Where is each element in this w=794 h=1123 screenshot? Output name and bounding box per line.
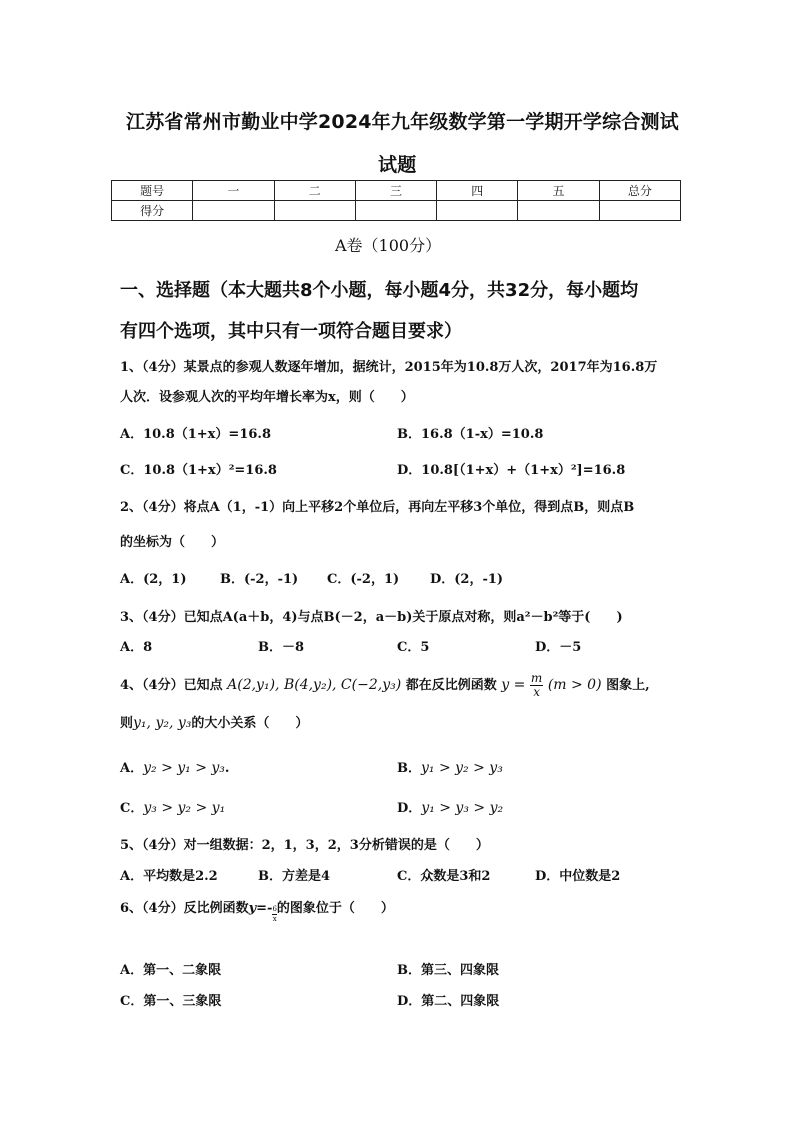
q4-function-fraction bbox=[530, 672, 543, 699]
score-table bbox=[111, 180, 681, 221]
question-4-line1 bbox=[120, 668, 650, 702]
score-input-cell[interactable] bbox=[599, 201, 680, 221]
score-header-cell: 五 bbox=[518, 181, 599, 201]
q4-func-y: y = bbox=[501, 677, 526, 693]
score-input-cell[interactable] bbox=[274, 201, 355, 221]
volume-title: A卷（100分） bbox=[335, 236, 442, 255]
question-5-line1: 5、（4分）对一组数据：2，1，3，2，3分析错误的是（ ） bbox=[120, 838, 489, 853]
score-header-cell: 四 bbox=[437, 181, 518, 201]
q2-option-d: D．(2，-1) bbox=[430, 572, 504, 587]
q6-frac-denominator: x bbox=[272, 915, 277, 923]
page-title-line2: 试题 bbox=[378, 154, 417, 176]
q4-option-a-expr: y₂ > y₁ > y₃ bbox=[143, 760, 225, 776]
score-header-cell: 题号 bbox=[112, 181, 193, 201]
q4-option-b-label: B． bbox=[397, 761, 421, 776]
q4-option-a-label: A． bbox=[120, 761, 144, 776]
q4-option-c-expr: y₃ > y₂ > y₁ bbox=[143, 800, 226, 816]
q5-option-d: D．中位数是2 bbox=[535, 869, 621, 884]
q4-option-c-label: C． bbox=[120, 801, 144, 816]
question-4-line2 bbox=[120, 712, 308, 731]
q4-suffix: 图象上, bbox=[606, 678, 650, 693]
q1-option-c: C．10.8（1+x）²=16.8 bbox=[120, 463, 277, 478]
q4-frac-denominator: x bbox=[533, 685, 540, 699]
q3-option-c: C．5 bbox=[397, 640, 430, 655]
q4-mid-text: 都在反比例函数 bbox=[405, 678, 497, 693]
q6-suffix: 的图象位于（ ） bbox=[276, 901, 394, 916]
q6-frac-numerator: 6 bbox=[272, 905, 277, 913]
question-2-line1: 2、（4分）将点A（1，-1）向上平移2个单位后，再向左平移3个单位，得到点B，则点B bbox=[120, 500, 635, 515]
q1-option-a: A．10.8（1+x）=16.8 bbox=[120, 427, 271, 442]
q4-option-d-expr: y₁ > y₃ > y₂ bbox=[421, 800, 504, 816]
question-1-line2: 人次．设参观人次的平均年增长率为x，则（ ） bbox=[120, 390, 414, 405]
score-table-score-row bbox=[112, 201, 681, 221]
q4-points-expr: A(2,y₁), B(4,y₂), C(−2,y₃) bbox=[227, 677, 402, 693]
q4-line2-prefix: 则 bbox=[120, 716, 134, 731]
score-input-cell[interactable] bbox=[355, 201, 436, 221]
q1-option-d: D．10.8[（1+x）+（1+x）²]=16.8 bbox=[397, 463, 626, 478]
q3-option-b: B．－8 bbox=[258, 640, 305, 655]
q6-prefix: 6、（4分）反比例函数 bbox=[120, 901, 249, 916]
q5-option-b: B．方差是4 bbox=[258, 869, 331, 884]
q4-option-b-expr: y₁ > y₂ > y₃ bbox=[421, 760, 503, 776]
question-2-line2: 的坐标为（ ） bbox=[120, 535, 225, 550]
q5-option-a: A．平均数是2.2 bbox=[120, 869, 218, 884]
score-header-cell: 三 bbox=[355, 181, 436, 201]
score-input-cell[interactable] bbox=[193, 201, 274, 221]
q4-option-a-tail: . bbox=[224, 761, 230, 776]
q2-option-a: A．(2，1) bbox=[120, 572, 187, 587]
score-row-label: 得分 bbox=[112, 201, 193, 221]
q6-option-b: B．第三、四象限 bbox=[397, 963, 499, 978]
q6-option-d: D．第二、四象限 bbox=[397, 994, 500, 1009]
score-input-cell[interactable] bbox=[518, 201, 599, 221]
q4-option-d-label: D． bbox=[397, 801, 422, 816]
score-header-cell: 一 bbox=[193, 181, 274, 201]
section-heading-line1: 一、选择题（本大题共8个小题，每小题4分，共32分，每小题均 bbox=[120, 280, 639, 301]
question-6-line1 bbox=[120, 897, 394, 924]
q4-line2-suffix: 的大小关系（ ） bbox=[191, 716, 309, 731]
q2-option-b: B．(-2，-1) bbox=[220, 572, 299, 587]
q4-prefix: 4、（4分）已知点 bbox=[120, 678, 223, 693]
q6-option-a: A．第一、二象限 bbox=[120, 963, 222, 978]
q1-option-b: B．16.8（1-x）=10.8 bbox=[397, 427, 544, 442]
q4-condition: (m > 0) bbox=[547, 677, 602, 693]
q6-func: y=- bbox=[248, 901, 273, 916]
q4-option-d bbox=[397, 797, 503, 816]
q6-option-c: C．第一、三象限 bbox=[120, 994, 222, 1009]
question-3-line1: 3、（4分）已知点A(a＋b，4)与点B(－2，a－b)关于原点对称，则a²－b²等于( ) bbox=[120, 610, 623, 625]
q5-option-c: C．众数是3和2 bbox=[397, 869, 491, 884]
q3-option-a: A．8 bbox=[120, 640, 153, 655]
score-header-cell: 二 bbox=[274, 181, 355, 201]
page-title-line1: 江苏省常州市勤业中学2024年九年级数学第一学期开学综合测试 bbox=[126, 111, 679, 133]
q2-option-c: C．(-2，1) bbox=[327, 572, 400, 587]
score-table-header-row bbox=[112, 181, 681, 201]
q3-option-d: D．－5 bbox=[535, 640, 582, 655]
q4-option-b bbox=[397, 757, 503, 776]
q4-line2-vars: y₁, y₂, y₃ bbox=[133, 715, 192, 731]
question-1-line1: 1、（4分）某景点的参观人数逐年增加，据统计，2015年为10.8万人次，2017年为16.8万 bbox=[120, 360, 658, 375]
q4-frac-numerator: m bbox=[530, 671, 543, 685]
score-header-cell: 总分 bbox=[599, 181, 680, 201]
q4-option-a bbox=[120, 757, 229, 776]
score-input-cell[interactable] bbox=[437, 201, 518, 221]
q4-option-c bbox=[120, 797, 225, 816]
section-heading-line2: 有四个选项，其中只有一项符合题目要求） bbox=[120, 321, 462, 342]
